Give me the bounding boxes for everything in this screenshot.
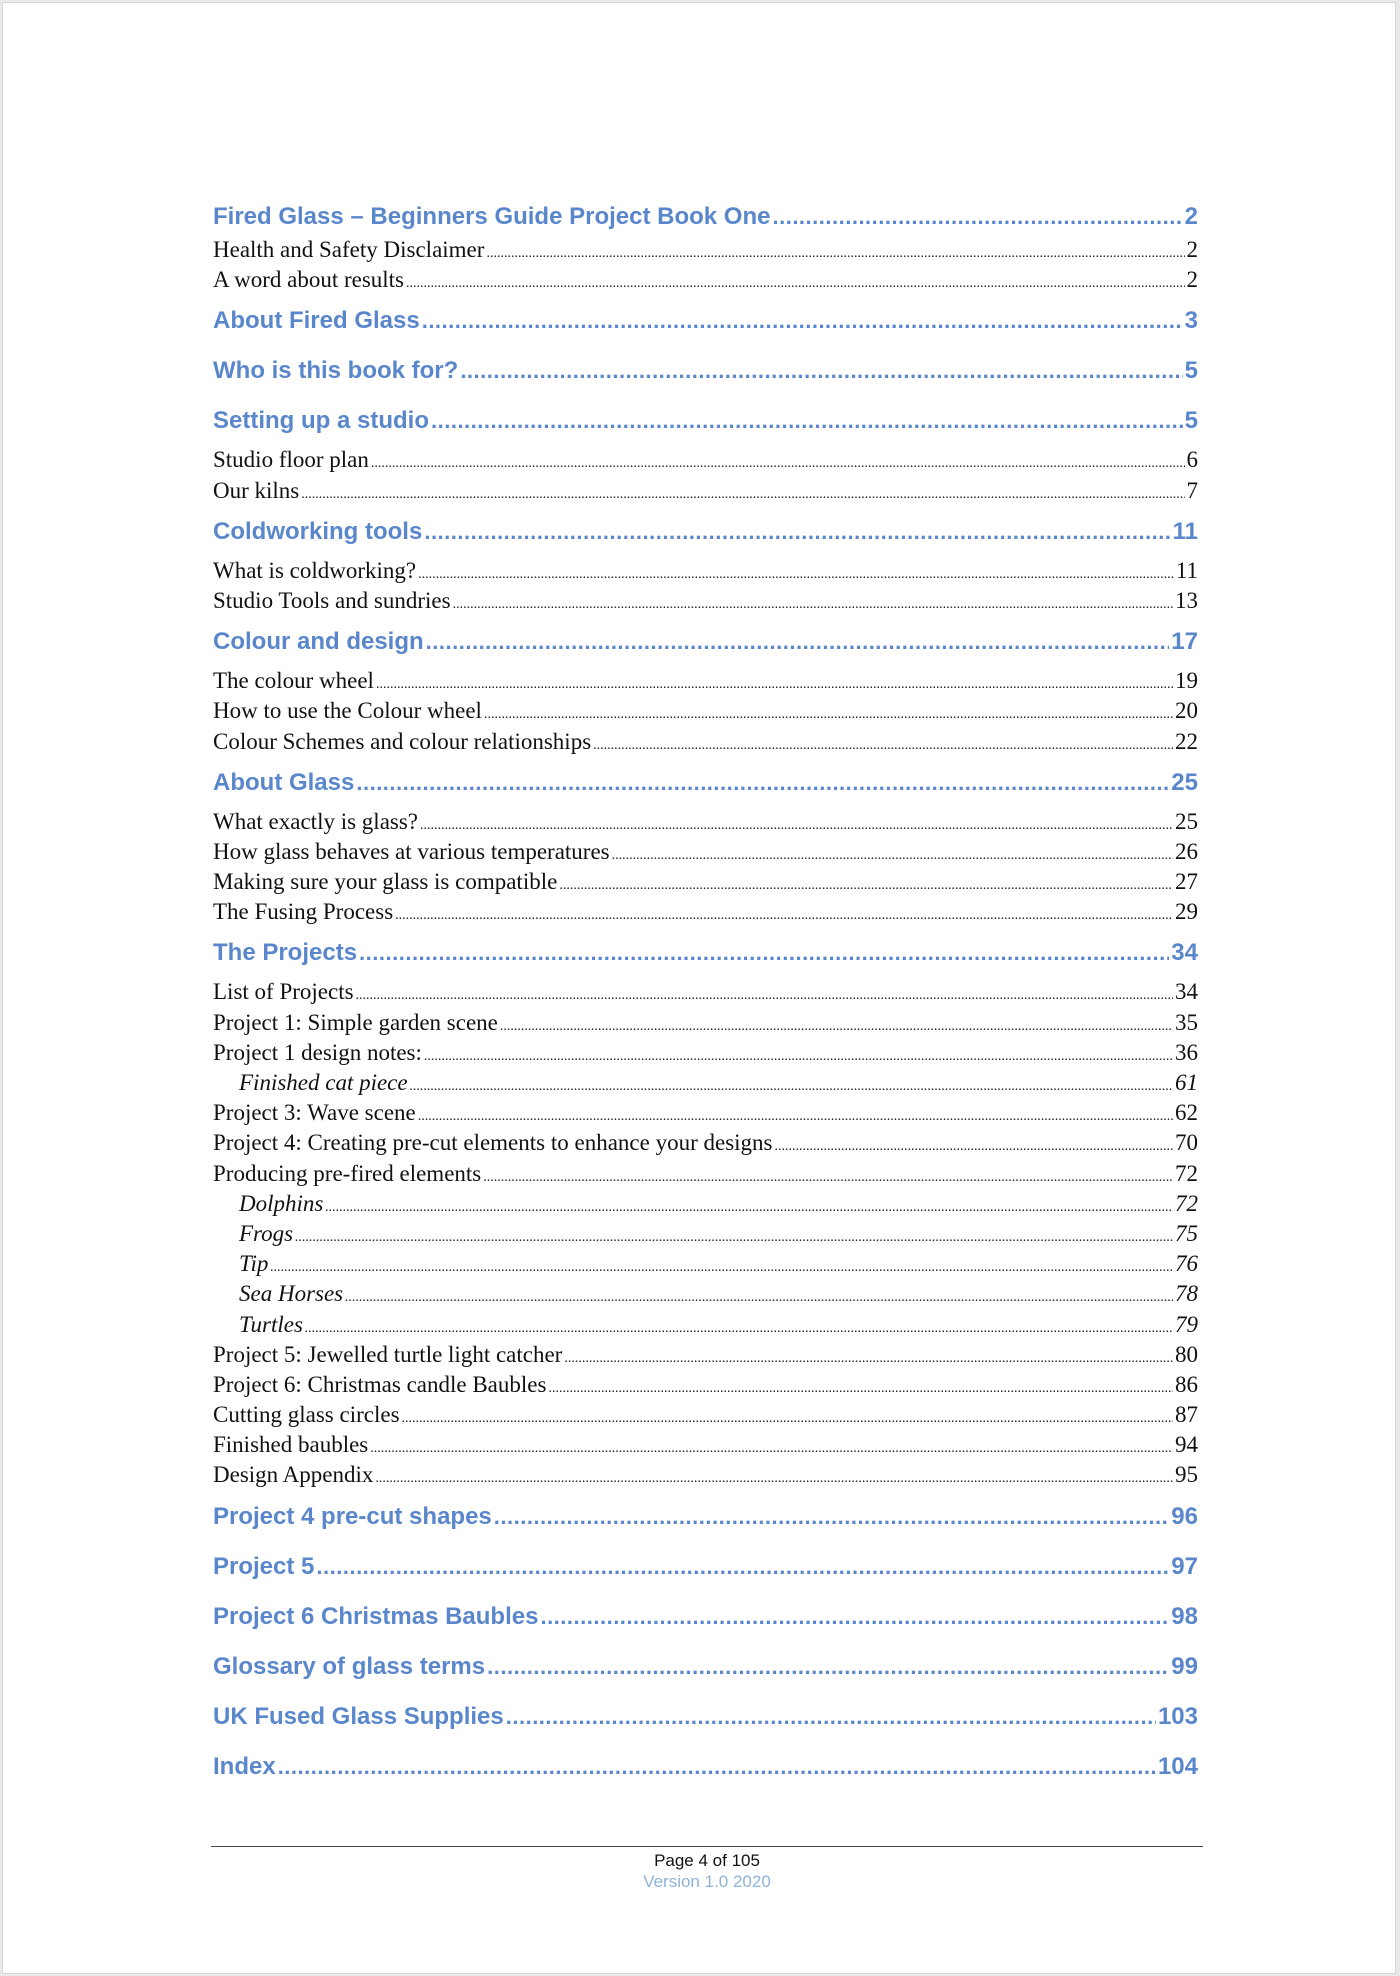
toc-entry[interactable] (213, 1340, 1198, 1370)
toc-entry-page: 27 (1175, 869, 1198, 895)
toc-heading-entry[interactable] (213, 295, 1198, 345)
toc-entry-title: Index (213, 1752, 276, 1780)
toc-entry-title: Cutting glass circles (213, 1402, 400, 1428)
toc-heading-entry[interactable] (213, 927, 1198, 977)
toc-entry-page: 61 (1175, 1070, 1198, 1095)
toc-entry-title: Health and Safety Disclaimer (213, 237, 485, 262)
toc-entry-title: The Projects (213, 939, 358, 967)
toc-entry[interactable] (213, 1159, 1198, 1189)
toc-entry[interactable] (213, 977, 1198, 1007)
toc-entry[interactable] (213, 445, 1198, 475)
toc-entry[interactable] (213, 556, 1198, 586)
toc-entry-page: 7 (1186, 477, 1198, 503)
dot-leader (301, 480, 1184, 510)
dot-leader (375, 1464, 1173, 1494)
toc-entry-title: What exactly is glass? (213, 808, 419, 834)
table-of-contents (213, 199, 1198, 1791)
toc-heading-entry[interactable] (213, 1691, 1198, 1741)
toc-entry-page: 17 (1171, 628, 1198, 656)
toc-heading-entry[interactable] (213, 616, 1198, 666)
toc-entry[interactable] (213, 1249, 1198, 1279)
toc-entry-title: About Glass (213, 768, 355, 796)
dot-leader (487, 1643, 1169, 1691)
toc-entry-title: Project 6 Christmas Baubles (213, 1602, 539, 1630)
page-number: Page 4 of 105 (654, 1851, 760, 1870)
toc-entry[interactable] (213, 1279, 1198, 1309)
toc-entry[interactable] (213, 807, 1198, 837)
toc-entry-title: Sea Horses (239, 1281, 344, 1307)
toc-heading-entry[interactable] (213, 1591, 1198, 1641)
dot-leader (431, 397, 1183, 445)
toc-entry-title: Finished baubles (213, 1432, 369, 1458)
toc-entry-title: Our kilns (213, 477, 300, 503)
toc-entry-title: A word about results (213, 267, 405, 293)
toc-entry[interactable] (213, 867, 1198, 897)
toc-entry[interactable] (213, 1370, 1198, 1400)
toc-entry-page: 5 (1184, 357, 1198, 385)
toc-entry-page: 6 (1186, 447, 1198, 473)
dot-leader (506, 1693, 1156, 1741)
toc-entry-title: Project 4 pre-cut shapes (213, 1502, 492, 1530)
toc-entry-page: 95 (1175, 1462, 1198, 1488)
dot-leader (325, 1193, 1173, 1223)
toc-entry-title: Project 1 design notes: (213, 1039, 422, 1065)
toc-entry-page: 29 (1175, 899, 1198, 925)
toc-entry-page: 2 (1186, 237, 1198, 262)
toc-heading-entry[interactable] (213, 506, 1198, 556)
toc-entry-page: 2 (1184, 203, 1198, 230)
dot-leader (406, 269, 1184, 299)
dot-leader (376, 670, 1173, 700)
toc-entry-page: 11 (1175, 557, 1198, 583)
toc-entry-title: Setting up a studio (213, 407, 429, 435)
toc-entry[interactable] (213, 1189, 1198, 1219)
dot-leader (453, 590, 1173, 620)
dot-leader (402, 1404, 1173, 1434)
toc-entry-title: Project 3: Wave scene (213, 1100, 416, 1126)
page-footer (211, 1846, 1203, 1892)
toc-entry-title: Design Appendix (213, 1462, 374, 1488)
toc-entry-page: 103 (1157, 1702, 1198, 1730)
toc-entry[interactable] (213, 1430, 1198, 1460)
dot-leader (345, 1283, 1173, 1313)
toc-entry-title: The colour wheel (213, 668, 374, 694)
toc-entry[interactable] (213, 837, 1198, 867)
toc-entry[interactable] (213, 897, 1198, 927)
toc-entry-page: 62 (1175, 1100, 1198, 1126)
toc-entry-title: Frogs (239, 1220, 294, 1246)
toc-entry[interactable] (213, 1098, 1198, 1128)
toc-entry-page: 26 (1175, 838, 1198, 864)
toc-entry-title: Project 5: Jewelled turtle light catcher (213, 1341, 563, 1367)
toc-entry-page: 87 (1175, 1402, 1198, 1428)
dot-leader (494, 1493, 1170, 1541)
toc-entry-title: Coldworking tools (213, 517, 423, 545)
dot-leader (483, 1163, 1173, 1193)
dot-leader (500, 1012, 1173, 1042)
toc-entry-page: 75 (1175, 1220, 1198, 1246)
dot-leader (540, 1593, 1169, 1641)
toc-entry-title: Tip (239, 1251, 269, 1277)
toc-heading-entry[interactable] (213, 199, 1198, 235)
toc-entry-page: 98 (1171, 1602, 1198, 1630)
toc-entry-page: 34 (1171, 939, 1198, 967)
toc-entry[interactable] (213, 1219, 1198, 1249)
toc-entry[interactable] (213, 666, 1198, 696)
toc-entry-title: About Fired Glass (213, 307, 420, 335)
toc-heading-entry[interactable] (213, 395, 1198, 445)
toc-entry-page: 22 (1175, 728, 1198, 754)
dot-leader (278, 1743, 1156, 1791)
toc-entry[interactable] (213, 1460, 1198, 1490)
toc-entry[interactable] (213, 476, 1198, 506)
toc-entry[interactable] (213, 586, 1198, 616)
toc-entry[interactable] (213, 1068, 1198, 1098)
toc-entry-title: Making sure your glass is compatible (213, 869, 558, 895)
toc-entry-title: Colour Schemes and colour relationships (213, 728, 592, 754)
dot-leader (295, 1223, 1173, 1253)
dot-leader (424, 508, 1170, 556)
toc-entry[interactable] (213, 1128, 1198, 1158)
toc-entry[interactable] (213, 265, 1198, 295)
document-page (2, 2, 1396, 1974)
toc-heading-entry[interactable] (213, 1641, 1198, 1691)
version-label: Version 1.0 2020 (643, 1872, 771, 1891)
toc-entry-page: 2 (1186, 267, 1198, 293)
toc-entry-title: Glossary of glass terms (213, 1652, 486, 1680)
toc-entry[interactable] (213, 1400, 1198, 1430)
toc-heading-entry[interactable] (213, 345, 1198, 395)
toc-entry-page: 70 (1175, 1130, 1198, 1156)
dot-leader (356, 759, 1169, 807)
toc-entry-title: Who is this book for? (213, 357, 459, 385)
toc-entry-page: 20 (1175, 698, 1198, 724)
toc-entry-title: Turtles (239, 1311, 303, 1337)
toc-entry[interactable] (213, 235, 1198, 265)
toc-entry-page: 80 (1175, 1341, 1198, 1367)
toc-entry-page: 104 (1157, 1752, 1198, 1780)
dot-leader (426, 618, 1170, 666)
toc-entry-page: 99 (1171, 1652, 1198, 1680)
toc-entry-title: The Fusing Process (213, 899, 394, 925)
toc-entry-page: 78 (1175, 1281, 1198, 1307)
toc-entry-title: How glass behaves at various temperatures (213, 838, 610, 864)
toc-heading-entry[interactable] (213, 1541, 1198, 1591)
toc-entry-page: 76 (1175, 1251, 1198, 1277)
toc-entry-page: 5 (1184, 407, 1198, 435)
toc-heading-entry[interactable] (213, 757, 1198, 807)
toc-entry-page: 36 (1175, 1039, 1198, 1065)
toc-entry-title: Dolphins (239, 1190, 324, 1216)
toc-entry[interactable] (213, 1008, 1198, 1038)
toc-entry-page: 25 (1171, 768, 1198, 796)
dot-leader (775, 1132, 1174, 1162)
toc-entry-page: 25 (1175, 808, 1198, 834)
toc-heading-entry[interactable] (213, 1491, 1198, 1541)
toc-entry-title: How to use the Colour wheel (213, 698, 482, 724)
toc-entry-title: Fired Glass – Beginners Guide Project Book One (213, 203, 771, 230)
dot-leader (422, 297, 1183, 345)
toc-entry-page: 79 (1175, 1311, 1198, 1337)
dot-leader (370, 1434, 1173, 1464)
toc-entry[interactable] (213, 1310, 1198, 1340)
toc-entry-title: Project 6: Christmas candle Baubles (213, 1371, 547, 1397)
dot-leader (564, 1344, 1173, 1374)
toc-entry-page: 19 (1175, 668, 1198, 694)
toc-entry-page: 94 (1175, 1432, 1198, 1458)
dot-leader (559, 871, 1173, 901)
dot-leader (612, 841, 1173, 871)
dot-leader (316, 1543, 1169, 1591)
toc-entry-title: Colour and design (213, 628, 424, 656)
dot-leader (424, 1042, 1173, 1072)
dot-leader (772, 199, 1182, 235)
dot-leader (359, 929, 1169, 977)
toc-entry[interactable] (213, 696, 1198, 726)
toc-entry-title: List of Projects (213, 979, 354, 1005)
dot-leader (371, 449, 1185, 479)
dot-leader (395, 901, 1173, 931)
toc-entry-title: Studio floor plan (213, 447, 369, 473)
toc-entry-title: Project 1: Simple garden scene (213, 1009, 498, 1035)
toc-entry-title: Studio Tools and sundries (213, 587, 451, 613)
dot-leader (486, 239, 1184, 269)
dot-leader (548, 1374, 1173, 1404)
toc-entry-page: 3 (1184, 307, 1198, 335)
toc-heading-entry[interactable] (213, 1741, 1198, 1791)
toc-entry-page: 97 (1171, 1552, 1198, 1580)
toc-entry-title: Producing pre-fired elements (213, 1160, 482, 1186)
toc-entry-title: Project 5 (213, 1552, 315, 1580)
toc-entry-page: 35 (1175, 1009, 1198, 1035)
toc-entry-page: 86 (1175, 1371, 1198, 1397)
toc-entry-page: 72 (1175, 1160, 1198, 1186)
dot-leader (410, 1072, 1173, 1102)
toc-entry[interactable] (213, 727, 1198, 757)
toc-entry[interactable] (213, 1038, 1198, 1068)
toc-entry-title: What is coldworking? (213, 557, 417, 583)
dot-leader (460, 347, 1182, 395)
toc-entry-page: 13 (1175, 587, 1198, 613)
dot-leader (270, 1253, 1173, 1283)
dot-leader (418, 560, 1174, 590)
dot-leader (593, 731, 1173, 761)
toc-entry-page: 11 (1172, 517, 1198, 545)
toc-entry-page: 96 (1171, 1502, 1198, 1530)
toc-entry-page: 34 (1175, 979, 1198, 1005)
toc-entry-title: Project 4: Creating pre-cut elements to enhance your designs (213, 1130, 773, 1156)
toc-entry-page: 72 (1175, 1190, 1198, 1216)
toc-entry-title: Finished cat piece (239, 1070, 408, 1095)
toc-entry-title: UK Fused Glass Supplies (213, 1702, 504, 1730)
